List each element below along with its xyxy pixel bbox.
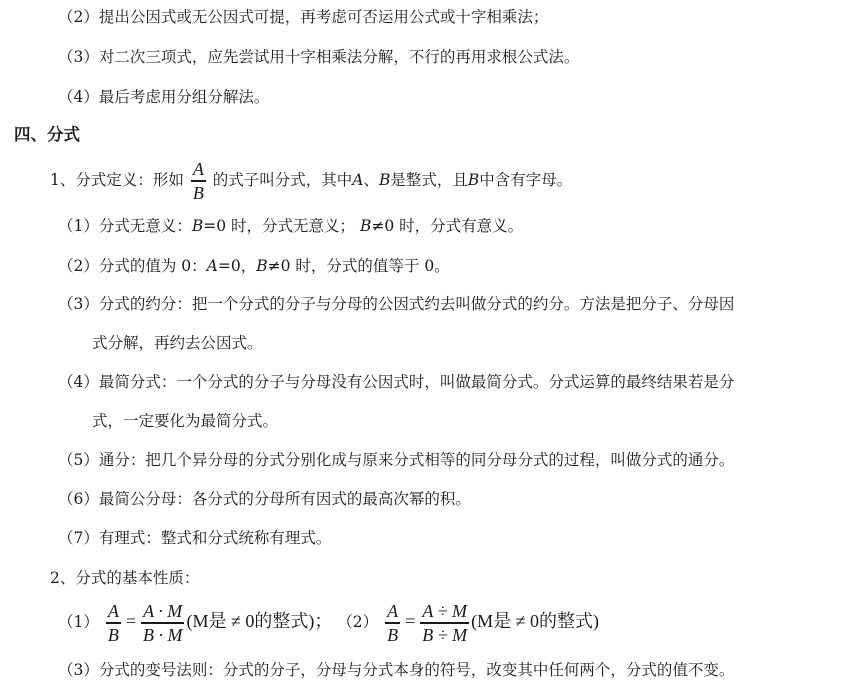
var-b: B [467, 171, 480, 189]
text-span: ≠0 时，分式有意义。 [371, 217, 524, 235]
fraction-denominator: B ÷ M [422, 624, 468, 645]
text-line: （3）对二次三项式，应先尝试用十字相乘法分解，不行的再用求根公式法。 [58, 48, 580, 66]
text-span: （1） [58, 613, 99, 631]
fraction-a-over-b [106, 602, 121, 643]
fraction-denominator: B [107, 624, 119, 645]
text-line: （3）分式的变号法则：分式的分子，分母与分式本身的符号，改变其中任何两个，分式的值不变。 [58, 661, 735, 679]
text-span: （2）分式的值为 0： [58, 257, 207, 275]
text-line [58, 216, 523, 236]
fraction-numerator: A · M [143, 601, 183, 622]
fraction-adivm-over-bdivm [420, 602, 469, 643]
fraction-numerator: A [192, 159, 204, 180]
fraction-bar [420, 622, 469, 623]
fraction-am-over-bm [141, 602, 185, 643]
text-span: =0， [217, 257, 257, 275]
condition-text: (M是 ≠ 0的整式)； [186, 611, 333, 631]
text-line [58, 256, 450, 276]
var-a: A [352, 171, 364, 189]
text-line: （4）最后考虑用分组分解法。 [58, 88, 270, 106]
text-span: （2） [337, 613, 379, 631]
text-line: （7）有理式：整式和分式统称有理式。 [58, 529, 332, 547]
text-line: （5）通分：把几个异分母的分式分别化成与原来分式相等的同分母分式的过程，叫做分式的通分。 [58, 451, 735, 469]
fraction-bar [141, 622, 185, 623]
text-span: =0 时，分式无意义； [203, 217, 360, 235]
fraction-denominator: B · M [142, 624, 183, 645]
subsection-heading: 2、分式的基本性质： [50, 569, 200, 587]
var-b: B [378, 171, 391, 189]
text-line: 式分解，再约去公因式。 [92, 334, 263, 352]
fraction-denominator: B [192, 182, 204, 203]
var-b: B [359, 217, 372, 235]
def-sep: 、 [363, 171, 379, 189]
equals-sign: = [405, 611, 416, 631]
var-a: A [206, 257, 218, 275]
text-span: ≠0 时，分式的值等于 0。 [267, 257, 450, 275]
text-line: （2）提出公因式或无公因式可提，再考虑可否运用公式或十字相乘法； [58, 8, 549, 26]
var-b: B [191, 217, 204, 235]
text-line: （3）分式的约分：把一个分式的分子与分母的公因式约去叫做分式的约分。方法是把分子、分母因 [58, 295, 735, 313]
def-prefix: 1、分式定义：形如 [50, 171, 184, 189]
fraction-a-over-b [191, 160, 206, 201]
equals-sign: = [125, 611, 136, 631]
fraction-bar [385, 622, 400, 623]
def-mid2: 是整式，且 [390, 171, 468, 189]
property-formulas [58, 598, 599, 645]
def-suffix: 中含有字母。 [479, 171, 573, 189]
def-middle: 的式子叫分式，其中 [212, 171, 353, 189]
section-heading: 四、分式 [14, 125, 80, 144]
var-b: B [256, 257, 268, 275]
fraction-a-over-b [385, 602, 400, 643]
condition-text: (M是 ≠ 0的整式) [471, 611, 599, 631]
fraction-numerator: A [387, 601, 399, 622]
fraction-denominator: B [387, 624, 399, 645]
text-line: （6）最简公分母：各分式的分母所有因式的最高次幂的积。 [58, 490, 471, 508]
text-line: 式，一定要化为最简分式。 [92, 412, 279, 430]
fraction-bar [106, 622, 121, 623]
fraction-numerator: A ÷ M [422, 601, 467, 622]
text-line: （4）最简分式：一个分式的分子与分母没有公因式时，叫做最简分式。分式运算的最终结果若是分 [58, 373, 735, 391]
fraction-numerator: A [107, 601, 119, 622]
fraction-bar [191, 180, 206, 181]
text-span: （1）分式无意义： [58, 217, 192, 235]
definition-line [50, 158, 572, 202]
